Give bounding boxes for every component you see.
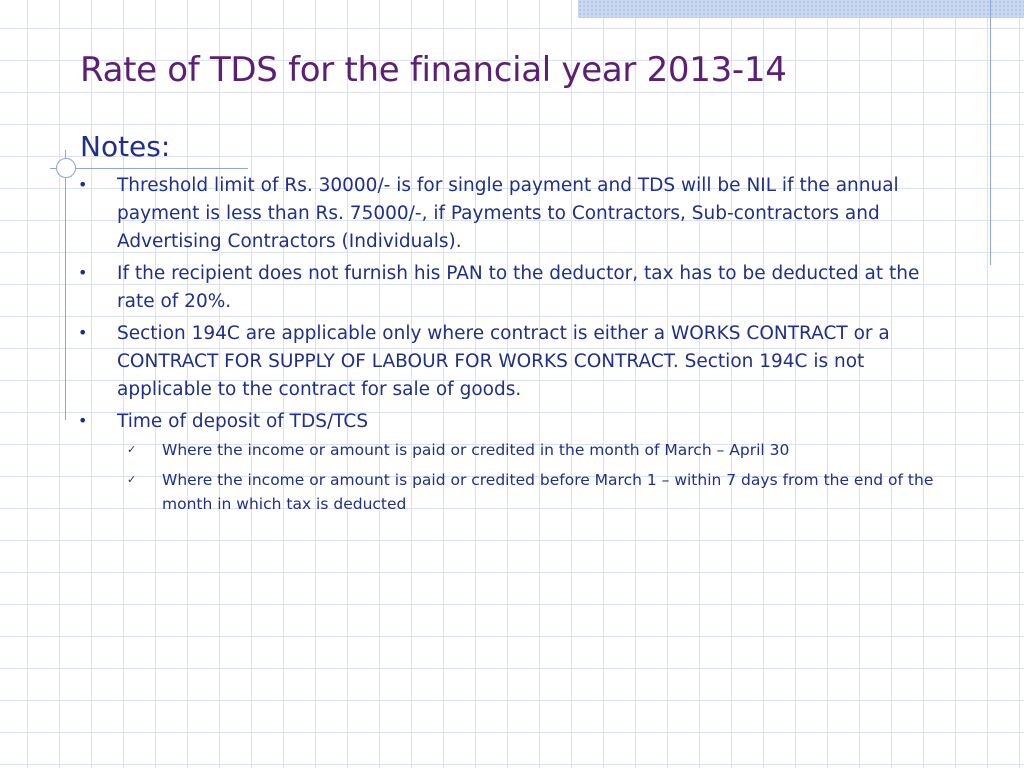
right-accent-line — [990, 0, 991, 265]
sub-bullet-text: Where the income or amount is paid or credited before March 1 – within 7 days from the end of the month in which tax is deducted — [162, 471, 934, 513]
bullet-item — [76, 172, 936, 256]
bullet-icon: • — [78, 411, 88, 430]
sub-bullet-text: Where the income or amount is paid or credited in the month of March – April 30 — [162, 441, 790, 459]
bullet-icon: • — [78, 263, 88, 282]
slide-title: Rate of TDS for the financial year 2013-14 — [80, 50, 787, 90]
sub-bullet-list — [117, 438, 936, 516]
checkmark-icon: ✓ — [127, 473, 137, 486]
heading-underline-accent — [50, 168, 248, 169]
bullet-item — [76, 320, 936, 404]
bullet-icon: • — [78, 175, 88, 194]
checkmark-icon: ✓ — [127, 443, 137, 456]
bullet-text: Time of deposit of TDS/TCS — [117, 411, 369, 432]
sub-bullet-item — [117, 438, 936, 462]
bullet-list — [76, 172, 936, 522]
bullet-text: If the recipient does not furnish his PAN to the deductor, tax has to be deducted at the rate of 20%. — [117, 263, 920, 312]
bullet-text: Threshold limit of Rs. 30000/- is for single payment and TDS will be NIL if the annual payment is less than Rs. 75000/-, if Payments to Contractors, Sub-contractors and Advertising Contractors (Individuals). — [117, 175, 899, 252]
bullet-icon: • — [78, 323, 88, 342]
bullet-text: Section 194C are applicable only where contract is either a WORKS CONTRACT or a CONTRACT FOR SUPPLY OF LABOUR FOR WORKS CONTRACT. Section 194C is not applicable to the contract for sale of goods. — [117, 323, 890, 400]
left-accent-line — [65, 150, 66, 420]
bullet-item — [76, 408, 936, 516]
corner-decoration — [578, 0, 1024, 18]
sub-bullet-item — [117, 468, 936, 516]
notes-heading: Notes: — [80, 130, 171, 163]
circle-accent-icon — [56, 158, 76, 178]
bullet-item — [76, 260, 936, 316]
